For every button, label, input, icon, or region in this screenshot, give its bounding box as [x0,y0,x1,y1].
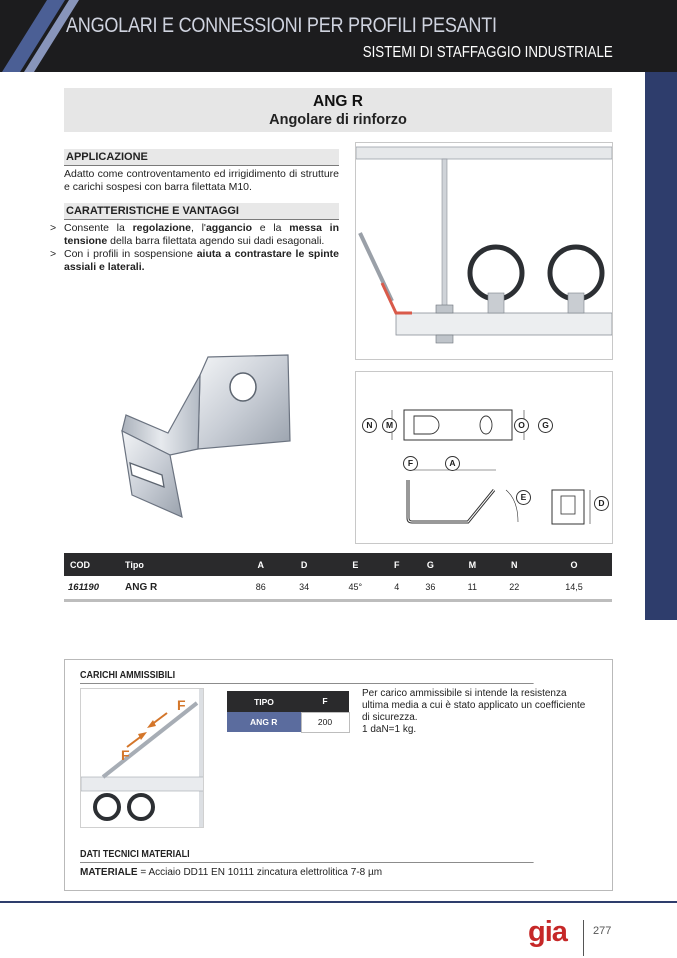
installation-diagram [355,142,613,360]
load-header-row [227,691,349,712]
dim-label-e [516,490,531,505]
footer-line [0,901,677,903]
product-title-band [64,88,612,132]
dim-label-o [514,418,529,433]
section-title: ANGOLARI E CONNESSIONI PER PROFILI PESANTI [66,14,497,37]
load-illustration [80,688,204,828]
load-col-tipo: TIPO [227,691,301,712]
force-label-top: F [177,697,186,713]
product-code: ANG R [313,93,363,110]
bullet-text: Con i profili in sospensione [64,248,197,260]
bullet-text: Consente la [64,222,133,234]
load-cell-f: 200 [301,712,349,732]
col-e: E [326,553,385,576]
cell-m: 11 [452,576,492,600]
cell-o: 14,5 [536,576,612,600]
applicazione-heading: APPLICAZIONE [64,149,339,166]
col-m: M [452,553,492,576]
brand-logo: gia [528,916,567,948]
col-tipo: Tipo [119,553,239,576]
dim-label-m [382,418,397,433]
load-table [227,691,350,733]
cell-d: 34 [282,576,325,600]
footer-separator [583,920,584,956]
bullet-text: regolazione [132,222,191,234]
spec-table [64,553,612,602]
bullet-text: aggancio [205,222,253,234]
bullet-text: , l' [190,222,206,234]
cell-tipo: ANG R [119,576,239,600]
side-tab [645,72,677,620]
applicazione-text: Adatto come controventamento ed irrigidimento di strutture e carichi sospesi con barra filettata M10. [64,168,339,193]
dim-n: N [366,420,373,430]
section-subtitle: SISTEMI DI STAFFAGGIO INDUSTRIALE [362,44,613,61]
dimension-drawing [355,371,613,544]
dati-tecnici-heading [80,849,534,863]
col-f: F [385,553,409,576]
spec-header-row [64,553,612,576]
dim-o: O [518,420,525,430]
load-note [362,688,586,736]
caratteristiche-list [50,222,339,274]
cell-n: 22 [493,576,536,600]
carichi-heading-text: CARICHI AMMISSIBILI [80,670,176,681]
list-item [50,248,339,274]
dim-f: F [407,458,414,468]
bullet-text: aiuta a contrastare le spinte assiali e laterali. [64,248,339,273]
load-note-text: Per carico ammissibile si intende la resistenza ultima media a cui è stato applicato un coefficiente di sicurezza. [362,688,586,723]
col-g: G [409,553,452,576]
dim-a: A [449,458,456,468]
dim-d: D [598,498,605,508]
list-item [50,222,339,248]
table-row [227,712,349,732]
col-d: D [282,553,325,576]
col-a: A [239,553,282,576]
dim-label-g [538,418,553,433]
load-cell-tipo: ANG R [227,712,301,732]
cell-f: 4 [385,576,409,600]
dim-label-d [594,496,609,511]
carichi-heading [80,670,534,684]
material-label: MATERIALE [80,867,138,878]
dim-label-n [362,418,377,433]
load-unit-note: 1 daN=1 kg. [362,724,417,735]
col-cod: COD [64,553,119,576]
table-row [64,576,612,600]
page-number: 277 [593,925,612,937]
product-name: Angolare di rinforzo [269,112,407,128]
col-o: O [536,553,612,576]
dim-e: E [520,492,527,502]
bullet-text: della barra filettata agendo sui dadi esagonali. [107,235,325,247]
caratteristiche-heading: CARATTERISTICHE E VANTAGGI [64,203,339,220]
material-value: = Acciaio DD11 EN 10111 zincatura elettrolitica 7-8 µm [137,867,383,878]
bullet-text: messa in tensione [64,222,339,247]
dim-label-f [403,456,418,471]
product-photo [110,345,310,540]
cell-g: 36 [409,576,452,600]
bullet-text: e la [252,222,290,234]
dim-m: M [385,420,394,430]
force-label-bottom: F [121,747,130,763]
dim-label-a [445,456,460,471]
page-header [0,0,677,72]
col-n: N [493,553,536,576]
cell-a: 86 [239,576,282,600]
dim-g: G [542,420,549,430]
material-line [80,867,382,878]
cell-e: 45° [326,576,385,600]
cell-cod: 161190 [64,576,119,600]
load-col-f: F [301,691,349,712]
dati-tecnici-heading-text: DATI TECNICI MATERIALI [80,849,190,860]
